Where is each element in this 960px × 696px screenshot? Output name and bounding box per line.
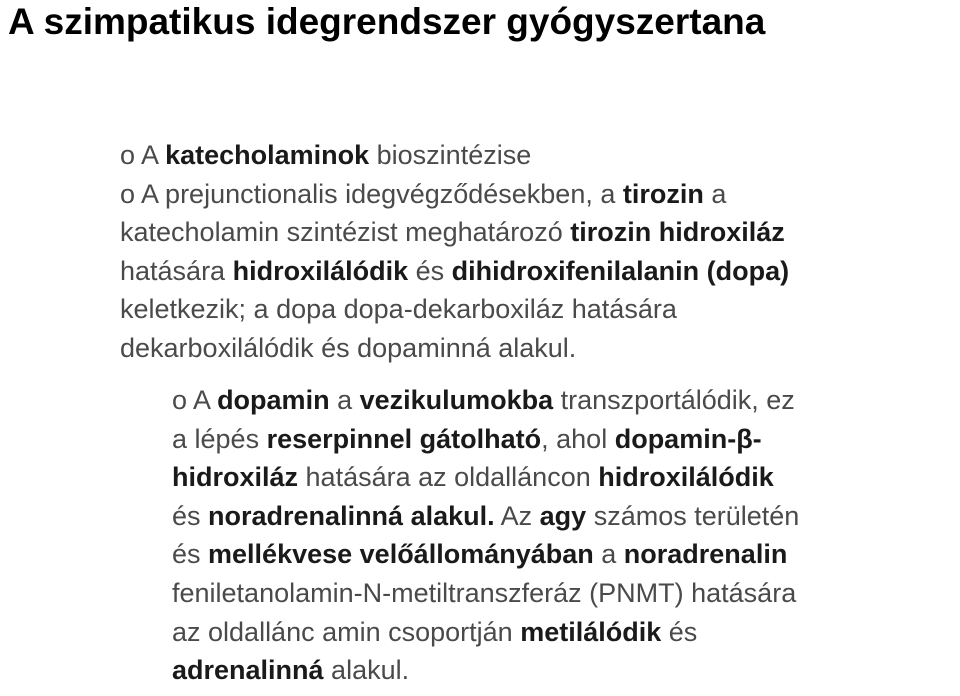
text-segment: számos területén [586, 500, 800, 531]
text-segment: a [329, 385, 360, 415]
text-line [172, 458, 958, 497]
text-segment: Az [494, 500, 540, 531]
text-segment: feniletanolamin-N-metiltranszferáz (PNMT) hatására [172, 577, 797, 608]
bold-term: reserpinnel gátolható [266, 423, 542, 454]
text-segment: dekarboxilálódik és dopaminná alakul. [120, 332, 577, 363]
text-segment: keletkezik; a dopa dopa-dekarboxiláz hatására [120, 294, 677, 325]
text-segment: és [408, 255, 452, 286]
text-segment: és [172, 539, 209, 570]
text-line [172, 535, 958, 574]
text-segment: hatására [120, 255, 233, 286]
text-line [172, 381, 958, 420]
bold-term: dopamin-β- [614, 423, 762, 454]
bold-term: hidroxilálódik [598, 462, 774, 493]
text-line [172, 651, 958, 690]
text-segment: az oldallánc amin csoportján [172, 616, 521, 647]
bold-term: adrenalinná [172, 655, 324, 686]
text-segment: katecholamin szintézist meghatározó [120, 217, 571, 248]
text-segment: alakul. [323, 655, 410, 686]
bold-term: tirozin [622, 178, 704, 209]
bullet-katecholamin-bioszintezis [120, 136, 950, 368]
text-line [120, 175, 950, 214]
bold-term: tirozin hidroxiláz [570, 217, 785, 248]
bold-term: vezikulumokba [359, 385, 554, 415]
slide-title: A szimpatikus idegrendszer gyógyszertana [8, 1, 766, 42]
text-segment: és [661, 616, 698, 647]
text-segment: a [593, 539, 624, 570]
text-segment: o A [172, 385, 218, 415]
text-line [172, 574, 958, 613]
bold-term: agy [539, 500, 587, 531]
bold-term: noradrenalinná alakul. [208, 500, 495, 531]
text-segment: a lépés [172, 423, 267, 454]
text-segment: és [172, 500, 209, 531]
text-line [120, 136, 950, 175]
text-line [120, 290, 950, 329]
bold-term: dihidroxifenilalanin (dopa) [451, 255, 790, 286]
text-segment: a [703, 178, 727, 209]
bold-term: mellékvese velőállományában [208, 539, 594, 570]
bullet-dopamin-transzport [172, 381, 958, 690]
text-line [172, 497, 958, 536]
bold-term: noradrenalin [623, 539, 788, 570]
bold-term: dopamin [217, 385, 330, 415]
text-line [120, 329, 950, 368]
text-segment: o A prejunctionalis idegvégződésekben, a [120, 178, 623, 209]
text-segment: hatására az oldalláncon [298, 462, 599, 493]
text-line [172, 420, 958, 459]
text-segment: o A [120, 140, 166, 170]
text-line [120, 213, 950, 252]
bold-term: katecholaminok [165, 140, 370, 170]
bold-term: metilálódik [520, 616, 662, 647]
text-segment: transzportálódik, ez [553, 385, 795, 415]
bold-term: hidroxilálódik [232, 255, 409, 286]
text-line [172, 613, 958, 652]
bold-term: hidroxiláz [172, 462, 299, 493]
text-segment: bioszintézise [369, 140, 532, 170]
text-segment: , ahol [541, 423, 615, 454]
text-line [120, 252, 950, 291]
